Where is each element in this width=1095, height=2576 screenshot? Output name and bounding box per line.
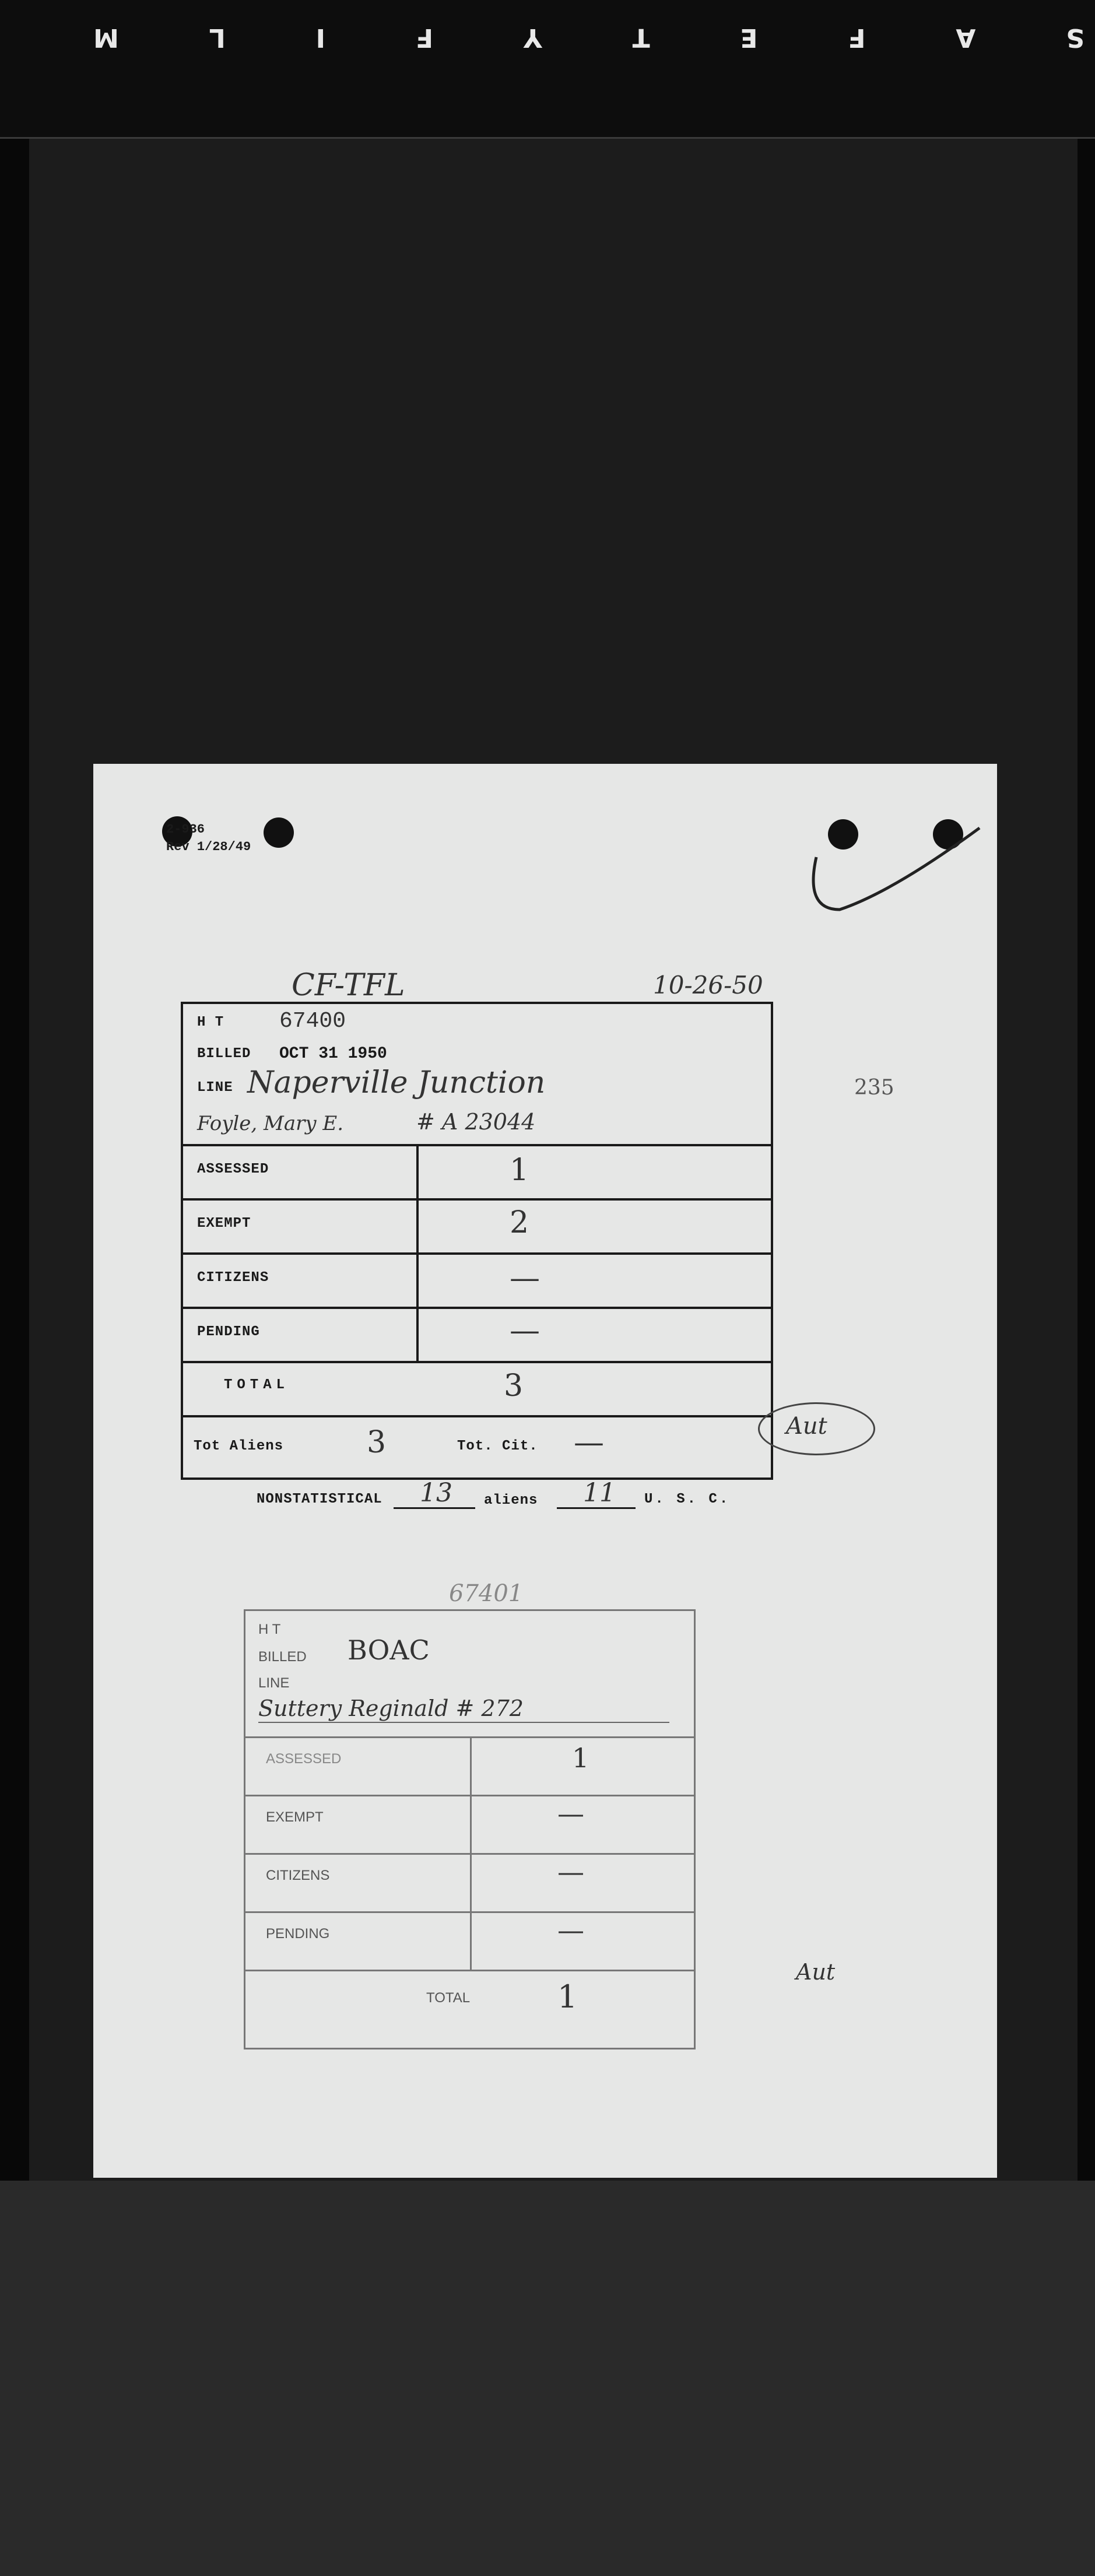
column-divider xyxy=(470,1736,472,1970)
line-label-2: LINE xyxy=(258,1675,290,1691)
total-value: 3 xyxy=(504,1368,524,1403)
film-banner-char: M xyxy=(93,23,119,53)
filed-code: CF-TFL xyxy=(292,968,405,1003)
nonstat-aliens-count: 13 xyxy=(420,1478,452,1508)
assessed-value-2: 1 xyxy=(572,1742,589,1774)
assessed-value: 1 xyxy=(510,1153,529,1188)
film-banner-char: T xyxy=(632,23,650,53)
pending-value-2: — xyxy=(557,1914,584,1946)
initials-2: Aut xyxy=(796,1959,836,1985)
film-strip-bottom xyxy=(0,2181,1095,2576)
ht-number-2: 67401 xyxy=(449,1580,524,1607)
film-banner-char: Y xyxy=(523,23,542,53)
billed-label: BILLED xyxy=(197,1046,251,1062)
initials-stamp xyxy=(758,1402,875,1455)
film-banner-char: S xyxy=(1066,23,1085,53)
nonstat-usc-count: 11 xyxy=(583,1478,616,1508)
row-divider xyxy=(183,1252,771,1255)
billed-label-2: BILLED xyxy=(258,1649,307,1665)
ht-label: H T xyxy=(197,1015,224,1030)
line-label: LINE xyxy=(197,1080,233,1096)
film-banner-char: I xyxy=(315,23,326,53)
record-card-1 xyxy=(181,1002,773,1480)
citizens-value: — xyxy=(510,1261,540,1296)
ht-number: 67400 xyxy=(279,1009,346,1034)
exempt-label: EXEMPT xyxy=(197,1216,251,1231)
pending-value: — xyxy=(510,1313,540,1348)
row-divider xyxy=(183,1307,771,1309)
film-banner xyxy=(93,17,1085,58)
billed-date-stamp: OCT 31 1950 xyxy=(279,1045,387,1063)
film-banner-char: A xyxy=(956,23,976,53)
aliens-label: aliens xyxy=(484,1493,538,1508)
tot-aliens-label: Tot Aliens xyxy=(194,1438,284,1454)
tot-cit-label: Tot. Cit. xyxy=(457,1438,538,1454)
record-card-2 xyxy=(244,1609,696,2049)
line-value: Naperville Junction xyxy=(247,1065,546,1100)
page-number: 235 xyxy=(854,1076,894,1100)
punch-hole xyxy=(264,817,294,848)
form-code: 2-936 xyxy=(166,822,205,837)
exempt-value: 2 xyxy=(510,1205,529,1240)
film-banner-char: F xyxy=(415,23,433,53)
film-banner-char: L xyxy=(209,23,226,53)
usc-label: U. S. C. xyxy=(644,1491,731,1507)
citizens-label-2: CITIZENS xyxy=(266,1868,330,1883)
pending-label-2: PENDING xyxy=(266,1926,330,1942)
subject-name: Foyle, Mary E. xyxy=(197,1112,343,1135)
subject-name-2: Suttery Reginald # 272 xyxy=(258,1696,524,1721)
row-divider xyxy=(183,1144,771,1146)
tot-aliens-value: 3 xyxy=(367,1425,387,1460)
ht-label-2: H T xyxy=(258,1622,281,1637)
initials: Aut xyxy=(786,1413,827,1440)
row-divider xyxy=(245,1970,694,1971)
subject-number: # A 23044 xyxy=(416,1109,536,1135)
assessed-label: ASSESSED xyxy=(197,1161,269,1177)
total-value-2: 1 xyxy=(557,1978,578,2015)
total-label: TOTAL xyxy=(224,1377,290,1393)
film-strip-top xyxy=(0,0,1095,139)
column-divider xyxy=(416,1144,419,1363)
pending-label: PENDING xyxy=(197,1324,260,1340)
citizens-label: CITIZENS xyxy=(197,1270,269,1286)
nonstatistical-label: NONSTATISTICAL xyxy=(257,1491,382,1507)
exempt-value-2: — xyxy=(557,1798,584,1829)
billed-value-2: BOAC xyxy=(348,1634,430,1666)
total-label-2: TOTAL xyxy=(426,1990,471,2006)
assessed-label-2: ASSESSED xyxy=(266,1751,342,1767)
underline xyxy=(258,1722,669,1723)
filed-date: 10-26-50 xyxy=(653,971,763,999)
exempt-label-2: EXEMPT xyxy=(266,1809,324,1825)
film-banner-char: F xyxy=(848,23,866,53)
citizens-value-2: — xyxy=(557,1856,584,1887)
form-revision-date: Rev 1/28/49 xyxy=(166,840,251,854)
check-mark-icon xyxy=(805,822,991,921)
film-banner-char: E xyxy=(740,23,758,53)
row-divider xyxy=(183,1361,771,1363)
tot-cit-value: — xyxy=(574,1425,604,1460)
row-divider xyxy=(183,1198,771,1201)
row-divider xyxy=(183,1415,771,1417)
